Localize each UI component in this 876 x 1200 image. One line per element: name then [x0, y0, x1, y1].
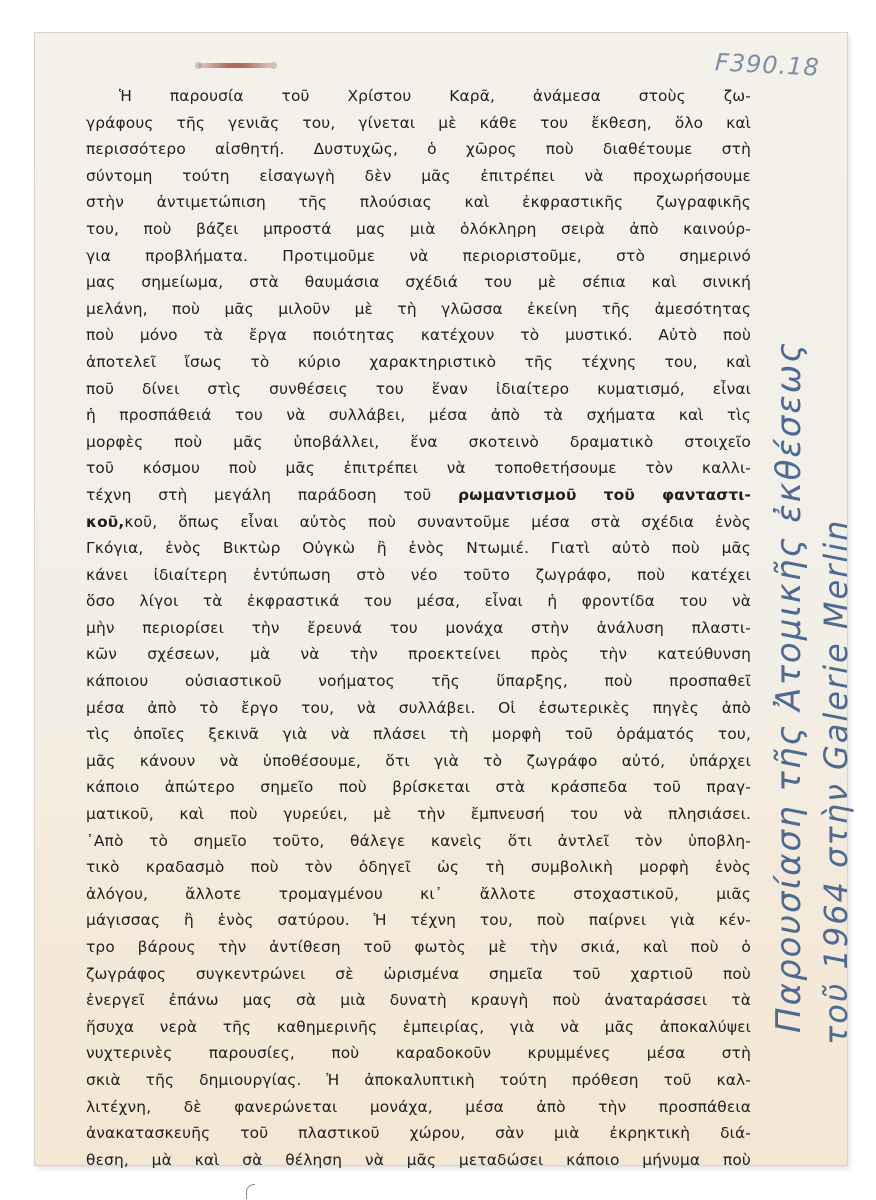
body-line-start: τέχνη στὴ μεγάλη παράδοση τοῦ [86, 485, 432, 504]
edge-mark [246, 1184, 255, 1199]
bold-phrase: κοῦ, [86, 512, 125, 531]
body-line: ζωγράφος συγκεντρώνει σὲ ὡρισμένα σημεῖα τοῦ χαρτιοῦ ποὺ [86, 964, 751, 983]
body-line: ἀλόγου, ἄλλοτε τρομαγμένου κι᾽ ἄλλοτε στοχαστικοῦ, μιᾶς [86, 884, 751, 903]
body-line: στὴν ἀντιμετώπιση τῆς πλούσιας καὶ ἐκφραστικῆς ζωγραφικῆς [86, 193, 751, 212]
body-line: μορφὲς ποὺ μᾶς ὑποβάλλει, ἕνα σκοτεινὸ δραματικὸ στοιχεῖο [86, 432, 751, 451]
document-body [86, 83, 751, 1173]
body-line: μάγισσας ἢ ἑνὸς σατύρου. Ἡ τέχνη του, ποὺ παίρνει γιὰ κέν- [86, 911, 751, 930]
body-line: τὶς ὁποῖες ξεκινᾶ γιὰ νὰ πλάσει τὴ μορφὴ τοῦ ὁράματός του, [86, 725, 751, 744]
body-line: σκιὰ τῆς δημιουργίας. Ἡ ἀποκαλυπτικὴ τούτη πρόθεση τοῦ καλ- [86, 1070, 751, 1089]
body-line: τρο βάρους τὴν ἀντίθεση τοῦ φωτὸς μὲ τὴν σκιά, καὶ ποὺ ὁ [86, 938, 751, 956]
body-line: για προβλήματα. Προτιμοῦμε νὰ περιοριστοῦμε, στὸ σημερινό [86, 246, 751, 265]
body-line-rest: κοῦ, ὅπως εἶναι αὐτὸς ποὺ συναντοῦμε μέσα στὰ σχέδια ἑνὸς [124, 512, 751, 531]
body-line: ἐνεργεῖ ἐπάνω μας σὰ μιὰ δυνατὴ κραυγὴ ποὺ ἀναταράσσει τὰ [86, 991, 751, 1010]
body-line: ἡ προσπάθειά του νὰ συλλάβει, μέσα ἀπὸ τὰ σχήματα καὶ τὶς [86, 406, 751, 425]
document-page [35, 33, 855, 1169]
body-line: ἥσυχα νερὰ τῆς καθημερινῆς ἐμπειρίας, γιὰ νὰ μᾶς ἀποκαλύψει [86, 1017, 751, 1036]
body-line: ποῦ δίνει στὶς συνθέσεις του ἕναν ἰδιαίτερο κυματισμό, εἶναι [86, 379, 751, 398]
body-line: του, ποὺ βάζει μπροστά μας μιὰ ὁλόκληρη σειρὰ ἀπὸ καινούρ- [86, 219, 751, 238]
bold-phrase: ρωμαντισμοῦ τοῦ φανταστι- [458, 485, 751, 504]
staple-mark [198, 63, 274, 68]
body-line: ὅσο λίγοι τὰ ἐκφραστικά του μέσα, εἶναι ἡ φροντίδα του νὰ [86, 592, 751, 611]
body-line: ποὺ μόνο τὰ ἔργα ποιότητας κατέχουν τὸ μυστικό. Αὐτὸ ποὺ [86, 326, 751, 345]
body-line: μελάνη, ποὺ μᾶς μιλοῦν μὲ τὴ γλῶσσα ἐκείνη τῆς ἀμεσότητας [86, 299, 751, 318]
body-line: τοῦ κόσμου ποὺ μᾶς ἐπιτρέπει νὰ τοποθετήσουμε τὸν καλλι- [86, 459, 751, 478]
body-line: Ἡ παρουσία τοῦ Χρίστου Καρᾶ, ἀνάμεσα στοὺς ζω- [119, 87, 751, 105]
handwritten-annotation-line-2: τοῦ 1964 στὴν Galerie Merlin [817, 518, 855, 1045]
body-line: Γκόγια, ἑνὸς Βικτὼρ Οὐγκὼ ἢ ἑνὸς Ντωμιέ. Γιατὶ αὐτὸ ποὺ μᾶς [86, 539, 751, 558]
handwritten-annotation-line-1: Παρουσίαση τῆς Ἀτομικῆς ἐκθέσεως [769, 340, 809, 1033]
archive-reference-number: F390.18 [714, 48, 821, 82]
body-line: κάποιο ἀπώτερο σημεῖο ποὺ βρίσκεται στὰ κράσπεδα τοῦ πραγ- [86, 778, 751, 797]
body-line: μὴν περιορίσει τὴν ἔρευνά του μονάχα στὴν ἀνάλυση πλαστι- [86, 618, 751, 637]
body-line: λιτέχνη, δὲ φανερώνεται μονάχα, μέσα ἀπὸ τὴν προσπάθεια [86, 1097, 751, 1116]
body-line: μέσα ἀπὸ τὸ ἔργο του, νὰ συλλάβει. Οἱ ἐσωτερικὲς πηγὲς ἀπὸ [86, 698, 751, 717]
body-line: κάποιου οὐσιαστικοῦ νοήματος τῆς ὕπαρξης, ποὺ προσπαθεῖ [86, 672, 751, 691]
body-line: θεση, μὰ καὶ σὰ θέληση νὰ μᾶς μεταδώσει κάποιο μήνυμα ποὺ [86, 1150, 751, 1169]
body-line: μας σημείωμα, στὰ θαυμάσια σχέδιά του μὲ σέπια καὶ σινική [86, 273, 751, 292]
body-line: γράφους τῆς γενιᾶς του, γίνεται μὲ κάθε του ἔκθεση, ὅλο καὶ [86, 113, 751, 132]
body-line: τικὸ κραδασμὸ ποὺ τὸν ὁδηγεῖ ὡς τὴ συμβολικὴ μορφὴ ἑνὸς [86, 858, 751, 877]
body-line: ἀνακατασκευῆς τοῦ πλαστικοῦ χώρου, σὰν μιὰ ἐκρηκτικὴ διά- [86, 1124, 751, 1143]
body-line: σύντομη τούτη εἰσαγωγὴ δὲν μᾶς ἐπιτρέπει νὰ προχωρήσουμε [86, 166, 751, 185]
body-line: κῶν σχέσεων, μὰ νὰ τὴν προεκτείνει πρὸς τὴν κατεύθυνση [86, 645, 751, 664]
body-line-with-bold [86, 509, 751, 536]
staple-hole-right [270, 62, 277, 69]
body-line: περισσότερο αἰσθητή. Δυστυχῶς, ὁ χῶρος ποὺ διαθέτουμε στὴ [86, 140, 751, 159]
body-line: ἀποτελεῖ ἴσως τὸ κύριο χαρακτηριστικὸ τῆς τέχνης του, καὶ [86, 352, 751, 371]
body-line-with-bold [86, 482, 751, 509]
body-line: κάνει ἰδιαίτερη ἐντύπωση στὸ νέο τοῦτο ζωγράφο, ποὺ κατέχει [86, 565, 751, 584]
body-line: μᾶς κάνουν νὰ ὑποθέσουμε, ὅτι γιὰ τὸ ζωγράφο αὐτό, ὑπάρχει [86, 751, 751, 770]
body-line: ᾽Απὸ τὸ σημεῖο τοῦτο, θάλεγε κανεὶς ὅτι ἀντλεῖ τὸν ὑποβλη- [86, 831, 751, 850]
body-line: ματικοῦ, καὶ ποὺ γυρεύει, μὲ τὴν ἔμπνευσή του νὰ πλησιάσει. [86, 805, 751, 824]
body-line: νυχτερινὲς παρουσίες, ποὺ καραδοκοῦν κρυμμένες μέσα στὴ [86, 1044, 751, 1063]
